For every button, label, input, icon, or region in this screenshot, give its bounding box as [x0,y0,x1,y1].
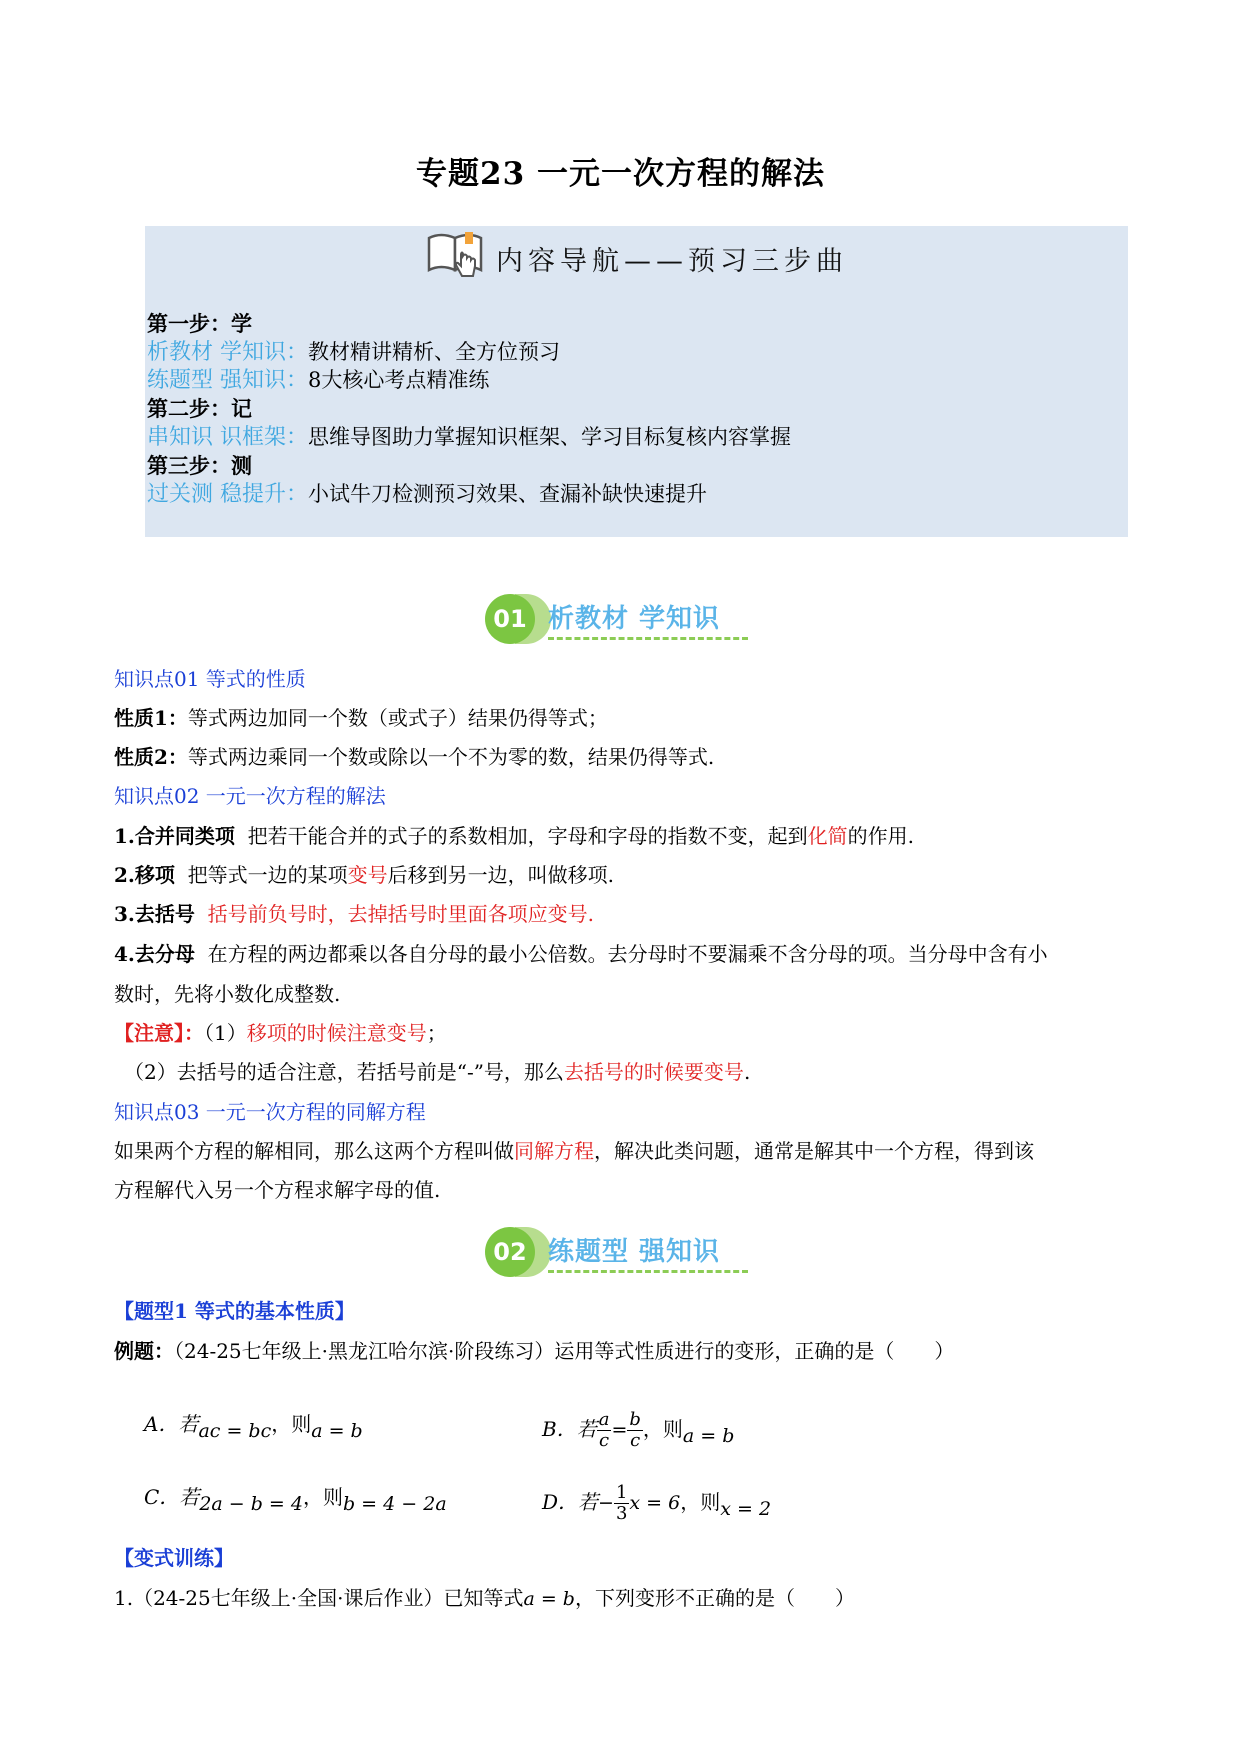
nav-line: 第二步：记 [147,396,252,421]
method-item-1: 1.合并同类项 把若干能合并的式子的系数相加，字母和字母的指数不变，起到化简的作用. [114,824,914,848]
section-number: 02 [485,1227,535,1277]
nav-line: 第一步：学 [147,311,252,336]
book-pointer-icon [425,226,487,286]
content-navigation-box [145,226,1128,537]
section-title: 练题型 强知识 [548,1237,721,1267]
page-title: 专题23 一元一次方程的解法 [416,156,825,192]
section-title: 析教材 学知识 [548,604,721,634]
nav-line: 串知识 识框架：思维导图助力掌握知识框架、学习目标复核内容掌握 [147,425,791,450]
variant-training-heading: 【变式训练】 [114,1546,234,1570]
option-d[interactable]: D．若− $\frac{1}{3}$ x = 6，则x = 2 [542,1482,772,1524]
option-c[interactable]: C．若2a − b = 4，则b = 4 − 2a [144,1485,447,1515]
nav-line: 析教材 学知识：教材精讲精析、全方位预习 [147,340,560,365]
method-item-2: 2.移项 把等式一边的某项变号后移到另一边，叫做移项. [114,863,614,887]
option-b[interactable]: B．若 $\frac{a}{c}$ = $\frac{b}{c}$ ，则a = b [542,1409,735,1451]
kp3-heading: 知识点03 一元一次方程的同解方程 [114,1100,426,1124]
navigation-heading: 内容导航——预习三步曲 [496,245,849,277]
note-line-1: 【注意】：（1）移项的时候注意变号； [114,1021,447,1045]
section-number: 01 [485,594,535,644]
dashed-underline [548,637,748,640]
nav-line: 过关测 稳提升：小试牛刀检测预习效果、查漏补缺快速提升 [147,482,707,507]
kp3-line-1: 如果两个方程的解相同，那么这两个方程叫做同解方程，解决此类问题，通常是解其中一个方程，得到该 [114,1139,1034,1163]
example-question: 例题：（24-25七年级上·黑龙江哈尔滨·阶段练习）运用等式性质进行的变形，正确的是（ ） [114,1339,955,1363]
variant-question-1: 1.（24-25七年级上·全国·课后作业）已知等式a = b，下列变形不正确的是（ ） [114,1586,855,1610]
dashed-underline [548,1270,748,1273]
note-line-2: （2）去括号的适合注意，若括号前是“-”号，那么去括号的时候要变号. [124,1060,751,1084]
property-1: 性质1：等式两边加同一个数（或式子）结果仍得等式； [114,706,608,730]
nav-line: 第三步：测 [147,453,252,478]
navigation-header [145,226,1128,296]
method-item-4-cont: 数时，先将小数化成整数. [114,982,341,1006]
section-02-badge [485,1225,765,1285]
type1-heading: 【题型1 等式的基本性质】 [114,1299,355,1323]
kp2-heading: 知识点02 一元一次方程的解法 [114,784,386,808]
section-01-badge [485,592,765,652]
method-item-3: 3.去括号 括号前负号时，去掉括号时里面各项应变号. [114,902,594,926]
option-a[interactable]: A．若ac = bc，则a = b [144,1412,363,1442]
kp1-heading: 知识点01 等式的性质 [114,667,306,691]
nav-line: 练题型 强知识：8大核心考点精准练 [147,368,490,393]
method-item-4: 4.去分母 在方程的两边都乘以各自分母的最小公倍数。去分母时不要漏乘不含分母的项。当分母中含有小 [114,942,1048,966]
property-2: 性质2：等式两边乘同一个数或除以一个不为零的数，结果仍得等式. [114,745,715,769]
kp3-line-2: 方程解代入另一个方程求解字母的值. [114,1178,441,1202]
